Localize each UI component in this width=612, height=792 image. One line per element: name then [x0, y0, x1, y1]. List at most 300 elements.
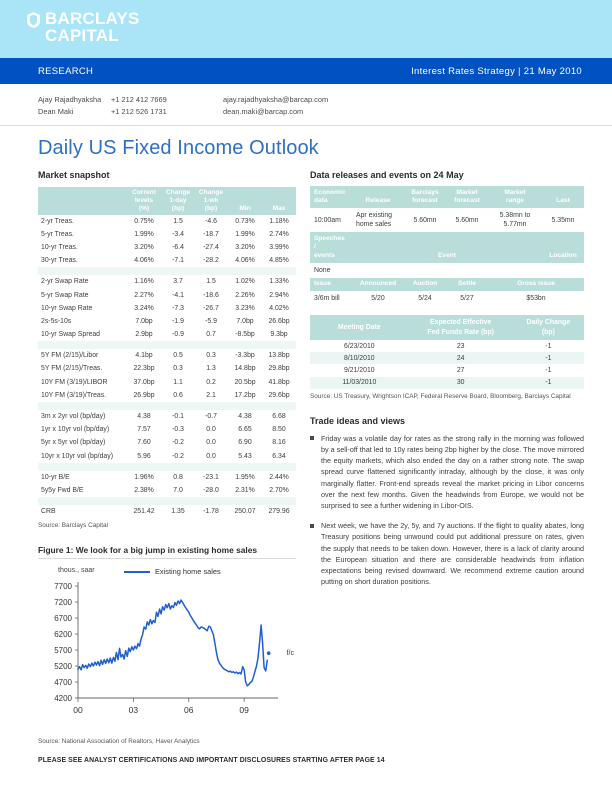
- col-head-location: [542, 232, 584, 263]
- econ-time: 10:00am: [314, 216, 341, 224]
- row-label: 10Y FM (3/19)/LIBOR: [41, 378, 108, 386]
- chart-legend: [124, 567, 221, 576]
- spacer-cell: [38, 267, 296, 275]
- cell-change-1day: -0.3: [172, 426, 184, 434]
- cell-daily-change: -1: [545, 366, 552, 374]
- cell-min: 6.90: [238, 439, 252, 447]
- head-line-1: Change: [198, 188, 224, 196]
- table-row: [310, 263, 584, 278]
- cell-max: 6.68: [272, 413, 286, 421]
- cell-max: 29.8bp: [268, 365, 290, 373]
- cell-min: 1.99%: [235, 230, 255, 238]
- table-spacer-row: [38, 402, 296, 410]
- cell-min: 1.95%: [235, 473, 255, 481]
- issue-header: [310, 278, 584, 292]
- cell-change-1wk: -23.1: [203, 473, 219, 481]
- figure-source: Source: National Association of Realtors, Haver Analytics: [38, 738, 200, 746]
- head-line-2: events: [314, 251, 335, 259]
- row-label: 10-yr Treas.: [41, 243, 78, 251]
- cell-min: 250.07: [234, 508, 256, 516]
- col-head-settle: [446, 278, 488, 292]
- col-head-change-1wk: [194, 187, 228, 215]
- fed-funds-header: [310, 315, 584, 340]
- table-row: [38, 505, 296, 518]
- table-row: [38, 241, 296, 254]
- bullet-square-icon: [310, 524, 314, 528]
- row-label: 3m x 2yr vol (bp/day): [41, 413, 106, 421]
- table-row: [38, 328, 296, 341]
- trade-ideas-list: [310, 433, 584, 588]
- spacer-cell: [38, 402, 296, 410]
- col-head-event: [352, 232, 542, 263]
- col-head-min: [228, 187, 262, 215]
- cell-change-1wk: 1.3: [206, 365, 216, 373]
- existing-home-sales-chart: [38, 564, 296, 732]
- logo-text: [45, 10, 140, 44]
- head-line-1: Announced: [359, 280, 397, 287]
- cell-change-1day: -0.1: [172, 413, 184, 421]
- cell-change-1wk: 0.0: [206, 452, 216, 460]
- contact-phone: +1 212 412 7669: [111, 95, 167, 104]
- cell-change-1wk: -4.6: [205, 217, 217, 225]
- table-row: [38, 410, 296, 423]
- barclays-capital-logo: [27, 10, 140, 44]
- masthead: [0, 0, 612, 58]
- spacer-cell: [38, 341, 296, 349]
- row-label: 5Y FM (2/15)/Libor: [41, 352, 99, 360]
- head-line-2: levels: [134, 196, 154, 204]
- cell-change-1wk: 2.1: [206, 391, 216, 399]
- right-column: [310, 170, 584, 745]
- bullet-square-icon: [310, 436, 314, 440]
- cell-change-1day: 7.0: [173, 486, 183, 494]
- barclays-eagle-icon: [27, 12, 40, 28]
- contact-email[interactable]: dean.maki@barcap.com: [223, 106, 304, 116]
- cell-current-level: 3.24%: [134, 304, 154, 312]
- cell-max: 4.85%: [269, 257, 289, 265]
- cell-change-1day: 1.35: [171, 508, 185, 516]
- list-item: [310, 520, 584, 587]
- row-label: 30-yr Treas.: [41, 257, 78, 265]
- table-row: [38, 228, 296, 241]
- disclosure-footer: PLEASE SEE ANALYST CERTIFICATIONS AND IMPORTANT DISCLOSURES STARTING AFTER PAGE 14: [38, 757, 385, 764]
- spacer-cell: [38, 497, 296, 505]
- page-title: Daily US Fixed Income Outlook: [38, 137, 319, 159]
- trade-idea-text: Next week, we have the 2y, 5y, and 7y auctions. If the flight to quality abates, long Treasury positions being unwound could put additional pressure on rates, given the supply that needs to be taken down. However, there is a lack of clarity around the European situation and there are considerable headwinds from inflation expectations being revised downward. We recommend extreme caution around putting on short duration positions.: [321, 521, 584, 587]
- row-label: 10-yr Swap Spread: [41, 331, 100, 339]
- econ-body: [310, 208, 584, 232]
- cell-daily-change: -1: [513, 377, 584, 389]
- spacer-cell: [38, 463, 296, 471]
- cell-min: -3.3bp: [235, 352, 255, 360]
- cell-max: 6.34: [272, 452, 286, 460]
- cell-min: 2.26%: [235, 291, 255, 299]
- row-label: 10Y FM (3/19)/Treas.: [41, 391, 107, 399]
- head-line-2: 1-day: [169, 196, 187, 204]
- y-axis-tick-label: 7700: [54, 582, 72, 592]
- x-axis-tick-label: 03: [128, 705, 139, 716]
- cell-change-1day: -7.1: [172, 257, 184, 265]
- trade-idea-text: Friday was a volatile day for rates as the strong rally in the morning was followed by a sell-off that led to 10y rates being 2bp higher by the close. The move mirrored the equity markets, which also ended the day on a rather strong note. The swap spread curve flattened significantly intraday, although by the close, it was only marginally flatter. Front-end spreads reveal the market pricing in Libor concerns over the next few months. Given the headwinds from Europe, we would not be surprised to see a further widening in Libor-OIS.: [321, 433, 584, 510]
- cell-meeting-date: 11/03/2010: [310, 377, 409, 389]
- cell-current-level: 4.1bp: [135, 352, 153, 360]
- x-axis-tick-label: 09: [239, 705, 249, 716]
- econ-market-forecast: 5.60mn: [455, 216, 479, 224]
- econ-header: [310, 186, 584, 208]
- cell-max: 4.02%: [269, 304, 289, 312]
- head-line-1: Meeting Date: [337, 323, 381, 331]
- head-line-3: (%): [138, 204, 150, 212]
- cell-change-1wk: -27.4: [203, 243, 219, 251]
- legend-line-swatch: [124, 571, 150, 573]
- cell-current-level: 22.3bp: [133, 365, 155, 373]
- cell-max: 2.74%: [269, 230, 289, 238]
- cell-max: 279.96: [268, 508, 290, 516]
- strategy-date-label: Interest Rates Strategy | 21 May 2010: [411, 65, 582, 77]
- row-label: 5-yr Treas.: [41, 230, 74, 238]
- contact-name: Dean Maki: [38, 106, 74, 116]
- cell-change-1day: -4.1: [172, 291, 184, 299]
- table-row: [310, 291, 584, 306]
- figure-box: [38, 558, 296, 745]
- contact-email[interactable]: ajay.rajadhyaksha@barcap.com: [223, 95, 329, 104]
- list-item: [310, 433, 584, 511]
- cell-daily-change: -1: [545, 342, 552, 350]
- issue-announced: 5/20: [371, 295, 385, 302]
- col-head-gross-issue: [488, 278, 584, 292]
- col-head-current-levels: [126, 187, 162, 215]
- cell-max: 2.94%: [269, 291, 289, 299]
- econ-market-range: 5.38mn to 5.77mn: [499, 212, 531, 228]
- market-snapshot-header: [38, 187, 296, 215]
- head-line-1: Auction: [412, 280, 438, 287]
- logo-line-1: BARCLAYS: [45, 9, 140, 28]
- cell-meeting-date: 8/10/2010: [310, 352, 409, 364]
- row-label: 5-yr Swap Rate: [41, 291, 89, 299]
- head-line-2: range: [506, 197, 524, 204]
- speech-event: None: [314, 266, 331, 274]
- table-row: [38, 275, 296, 288]
- table-row: [38, 484, 296, 497]
- table-row: [38, 436, 296, 449]
- col-head-auction: [404, 278, 446, 292]
- table-row: [38, 376, 296, 389]
- y-axis-tick-label: 4200: [54, 694, 72, 704]
- cell-change-1day: 0.8: [173, 473, 183, 481]
- cell-current-level: 1.16%: [134, 278, 154, 286]
- data-releases-source: Source: US Treasury, Wrightson ICAP, Federal Reserve Board, Bloomberg, Barclays Capital: [310, 392, 571, 400]
- col-head-last: [542, 186, 584, 208]
- col-head-release: [352, 186, 404, 208]
- y-axis-tick-label: 6200: [54, 630, 72, 640]
- cell-current-level: 37.0bp: [133, 378, 155, 386]
- cell-change-1wk: -28.2: [203, 257, 219, 265]
- trade-ideas-heading: Trade ideas and views: [310, 415, 406, 426]
- chart-svg: [38, 564, 296, 732]
- head-line-1: Economic: [314, 188, 346, 196]
- cell-min: 4.38: [238, 413, 252, 421]
- row-label: 2-yr Swap Rate: [41, 278, 89, 286]
- head-line-1: Expected Effective: [430, 319, 492, 326]
- table-row: [38, 215, 296, 228]
- head-line-1: Market: [456, 188, 478, 196]
- forecast-point-marker: [267, 652, 271, 656]
- cell-current-level: 1.99%: [134, 230, 154, 238]
- head-min-label: Min: [239, 204, 251, 212]
- table-row: [38, 315, 296, 328]
- col-head-announced: [352, 278, 404, 292]
- col-head-speeches-events: [310, 232, 352, 263]
- figure-title: Figure 1: We look for a big jump in existing home sales: [38, 545, 258, 556]
- cell-max: 8.16: [272, 439, 286, 447]
- cell-change-1day: 3.7: [173, 278, 183, 286]
- cell-change-1day: -3.4: [172, 230, 184, 238]
- table-row: [38, 362, 296, 375]
- col-head-meeting-date: [310, 315, 409, 340]
- cell-min: 3.20%: [235, 243, 255, 251]
- econ-barclays-forecast: 5.60mn: [413, 216, 437, 224]
- cell-change-1wk: 0.0: [206, 426, 216, 434]
- fed-funds-table: [310, 315, 584, 389]
- market-snapshot-heading: Market snapshot: [38, 170, 110, 180]
- cell-change-1wk: 0.2: [206, 378, 216, 386]
- contact-row: [38, 106, 612, 118]
- y-axis-tick-label: 7200: [54, 598, 72, 608]
- cell-max: 2.70%: [269, 486, 289, 494]
- cell-change-1day: -6.4: [172, 243, 184, 251]
- cell-current-level: 4.38: [137, 413, 151, 421]
- table-spacer-row: [38, 497, 296, 505]
- head-line-2: Fed Funds Rate (bp): [427, 328, 494, 336]
- cell-max: 3.99%: [269, 243, 289, 251]
- table-spacer-row: [38, 463, 296, 471]
- cell-min: 7.0bp: [236, 317, 254, 325]
- cell-min: 14.8bp: [234, 365, 256, 373]
- cell-max: 41.8bp: [268, 378, 290, 386]
- left-column: [38, 170, 296, 745]
- row-label: CRB: [41, 508, 56, 516]
- cell-max: 13.8bp: [268, 352, 290, 360]
- table-row: [310, 377, 584, 389]
- table-row: [38, 302, 296, 315]
- contacts-block: [0, 84, 612, 126]
- row-label: 10-yr B/E: [41, 473, 70, 481]
- x-axis-tick-label: 06: [184, 705, 194, 716]
- cell-current-level: 7.0bp: [135, 317, 153, 325]
- data-releases-table: [310, 186, 584, 306]
- table-row: [38, 389, 296, 402]
- speeches-body: [310, 263, 584, 278]
- cell-max: 1.18%: [269, 217, 289, 225]
- cell-change-1day: 0.3: [173, 365, 183, 373]
- head-line-1: Barclays: [411, 188, 439, 196]
- contact-name: Ajay Rajadhyaksha: [38, 95, 102, 104]
- cell-min: 5.43: [238, 452, 252, 460]
- contact-phone: +1 212 526 1731: [111, 106, 167, 116]
- research-label: RESEARCH: [38, 65, 94, 77]
- cell-current-level: 7.57: [137, 426, 151, 434]
- head-line-1: Current: [132, 188, 156, 196]
- cell-min: 4.06%: [235, 257, 255, 265]
- cell-min: 2.31%: [235, 486, 255, 494]
- col-head-expected-rate: [409, 315, 513, 340]
- row-label: 10yr x 10yr vol (bp/day): [41, 452, 113, 460]
- market-snapshot-source: Source: Barclays Capital: [38, 522, 108, 530]
- cell-change-1wk: -18.7: [203, 230, 219, 238]
- cell-meeting-date: 6/23/2010: [343, 342, 375, 350]
- cell-current-level: 1.96%: [134, 473, 154, 481]
- cell-current-level: 3.20%: [134, 243, 154, 251]
- cell-expected-rate: 23: [456, 342, 465, 350]
- logo-line-2: CAPITAL: [45, 26, 119, 45]
- cell-change-1day: 0.6: [173, 391, 183, 399]
- row-label: 5Y FM (2/15)/Treas.: [41, 365, 103, 373]
- row-label: 5y5y Fwd B/E: [41, 486, 84, 494]
- head-line-1: Issue: [314, 280, 331, 287]
- cell-daily-change: -1: [513, 352, 584, 364]
- cell-current-level: 2.27%: [134, 291, 154, 299]
- y-axis-tick-label: 4700: [54, 678, 72, 688]
- cell-current-level: 251.42: [133, 508, 155, 516]
- table-row: [38, 423, 296, 436]
- cell-change-1day: 1.5: [173, 217, 183, 225]
- table-row: [38, 349, 296, 362]
- head-line-2: forecast: [412, 197, 438, 204]
- chart-units-label: thous., saar: [58, 567, 95, 575]
- head-line-2: data: [314, 197, 328, 204]
- cell-change-1wk: 0.7: [206, 331, 216, 339]
- cell-meeting-date: 9/21/2010: [343, 366, 375, 374]
- cell-current-level: 4.06%: [134, 257, 154, 265]
- head-line-1: Change: [165, 188, 191, 196]
- table-spacer-row: [38, 267, 296, 275]
- row-label: 1yr x 10yr vol (bp/day): [41, 426, 110, 434]
- head-max-label: Max: [272, 204, 286, 212]
- y-axis-tick-label: 6700: [54, 614, 72, 624]
- cell-change-1wk: -28.0: [203, 486, 219, 494]
- row-label: 2-yr Treas.: [41, 217, 74, 225]
- cell-min: -8.5bp: [235, 331, 255, 339]
- cell-change-1day: -0.2: [172, 439, 184, 447]
- chart-series-line: [78, 600, 267, 686]
- cell-change-1day: -0.9: [172, 331, 184, 339]
- head-line-1: Daily Change: [526, 319, 571, 326]
- cell-expected-rate: 30: [409, 377, 513, 389]
- head-line-1: Market: [504, 188, 526, 196]
- legend-label: Existing home sales: [155, 567, 221, 577]
- speeches-header: [310, 232, 584, 263]
- issue-body: [310, 291, 584, 306]
- cell-change-1day: -1.9: [172, 317, 184, 325]
- research-bar: [0, 58, 612, 84]
- head-line-1: Settle: [458, 280, 476, 287]
- table-row: [38, 254, 296, 267]
- row-label: 10-yr Swap Rate: [41, 304, 93, 312]
- cell-min: 17.2bp: [234, 391, 256, 399]
- cell-min: 1.02%: [235, 278, 255, 286]
- cell-change-1wk: 0.0: [206, 439, 216, 447]
- table-spacer-row: [38, 341, 296, 349]
- col-head-market-forecast: [446, 186, 488, 208]
- content-columns: [0, 164, 612, 745]
- cell-min: 3.23%: [235, 304, 255, 312]
- cell-expected-rate: 27: [456, 366, 465, 374]
- head-line-2: forecast: [454, 197, 480, 204]
- cell-max: 2.44%: [269, 473, 289, 481]
- head-line-2: 1-wk: [203, 196, 219, 204]
- cell-current-level: 2.9bp: [135, 331, 153, 339]
- contact-row: [38, 94, 612, 106]
- col-head-barclays-forecast: [404, 186, 446, 208]
- y-axis-tick-label: 5700: [54, 646, 72, 656]
- cell-min: 20.5bp: [234, 378, 256, 386]
- cell-change-1wk: -0.7: [205, 413, 217, 421]
- col-head-change-1day: [162, 187, 194, 215]
- head-line-3: (bp): [171, 204, 185, 212]
- table-row: [310, 364, 584, 376]
- col-head-blank: [38, 187, 126, 215]
- cell-change-1wk: -26.7: [203, 304, 219, 312]
- head-line-1: Event: [438, 251, 456, 259]
- table-row: [38, 450, 296, 463]
- market-snapshot-table: [38, 186, 296, 518]
- cell-max: 26.6bp: [268, 317, 290, 325]
- col-head-issue: [310, 278, 352, 292]
- fed-funds-body: [310, 340, 584, 389]
- cell-expected-rate: 24: [409, 352, 513, 364]
- table-row: [310, 352, 584, 364]
- issue-settle: 5/27: [460, 295, 474, 302]
- issue-name: 3/6m bill: [314, 295, 340, 302]
- head-line-1: Gross issue: [517, 280, 555, 287]
- issue-gross: $53bn: [526, 295, 546, 302]
- col-head-market-range: [488, 186, 542, 208]
- cell-current-level: 0.75%: [134, 217, 154, 225]
- y-axis-tick-label: 5200: [54, 662, 72, 672]
- table-row: [38, 471, 296, 484]
- econ-release: Apr existing home sales: [356, 212, 393, 228]
- cell-change-1day: -7.3: [172, 304, 184, 312]
- head-line-3: (bp): [204, 204, 218, 212]
- head-line-1: Release: [365, 197, 391, 204]
- head-line-1: Last: [556, 197, 570, 204]
- head-line-2: (bp): [541, 328, 555, 336]
- col-head-daily-change: [513, 315, 584, 340]
- table-row: [310, 340, 584, 352]
- head-line-1: Speeches /: [314, 234, 345, 250]
- issue-auction: 5/24: [418, 295, 432, 302]
- forecast-label: f/c: [286, 650, 294, 658]
- cell-max: 29.6bp: [268, 391, 290, 399]
- cell-current-level: 7.60: [137, 439, 151, 447]
- data-releases-heading: Data releases and events on 24 May: [310, 170, 464, 180]
- cell-current-level: 26.9bp: [133, 391, 155, 399]
- cell-max: 9.3bp: [270, 331, 288, 339]
- row-label: 5yr x 5yr vol (bp/day): [41, 439, 106, 447]
- cell-change-1wk: -18.6: [203, 291, 219, 299]
- cell-change-1day: 1.1: [173, 378, 183, 386]
- table-row: [38, 288, 296, 301]
- cell-max: 8.50: [272, 426, 286, 434]
- cell-change-1wk: -5.9: [205, 317, 217, 325]
- cell-current-level: 5.96: [137, 452, 151, 460]
- cell-current-level: 2.38%: [134, 486, 154, 494]
- cell-change-1day: 0.5: [173, 352, 183, 360]
- col-head-max: [262, 187, 296, 215]
- cell-change-1day: -0.2: [172, 452, 184, 460]
- market-snapshot-body: [38, 215, 296, 519]
- col-head-economic-data: [310, 186, 352, 208]
